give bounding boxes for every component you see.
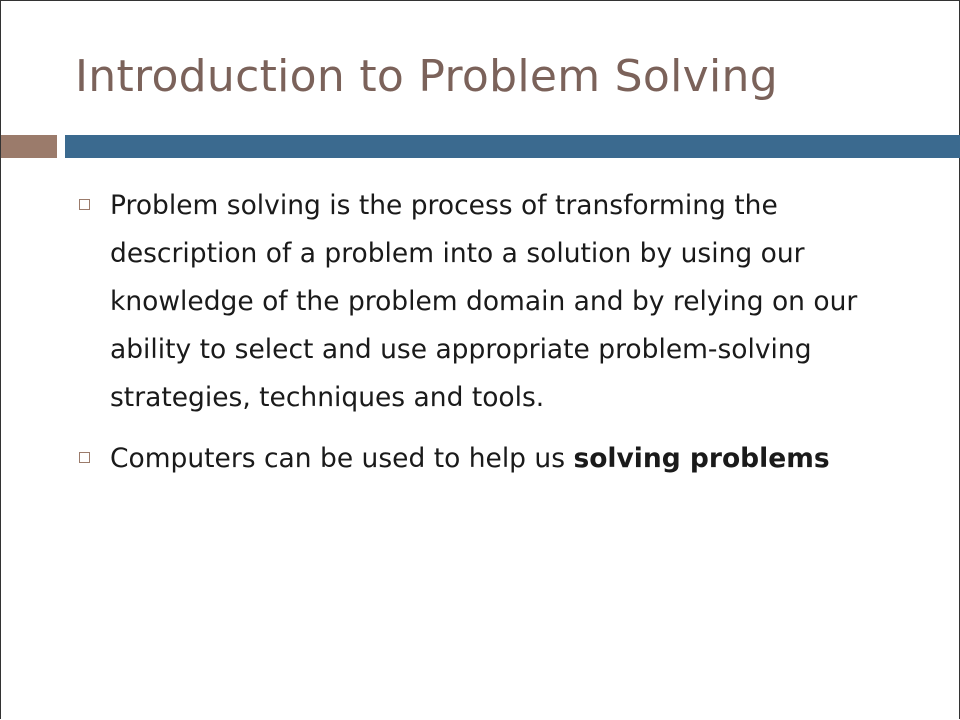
bullet-bold-text: solving problems: [573, 443, 830, 474]
bullet-text: Problem solving is the process of transforming the description of a problem into a solution by using our knowledge of the problem domain and by relying on our ability to select and use appropriate problem-solving strategies, techniques and tools.: [110, 190, 858, 413]
bullet-item: [77, 182, 897, 422]
hollow-square-bullet-icon: [79, 199, 90, 210]
hollow-square-bullet-icon: [79, 452, 90, 463]
title-accent-bar-right: [65, 135, 960, 158]
title-accent-bar-left: [1, 135, 57, 158]
bullet-text: Computers can be used to help us: [110, 443, 574, 474]
slide-title: Introduction to Problem Solving: [75, 51, 778, 102]
bullet-item: [77, 435, 897, 483]
bullet-list: [77, 182, 897, 496]
